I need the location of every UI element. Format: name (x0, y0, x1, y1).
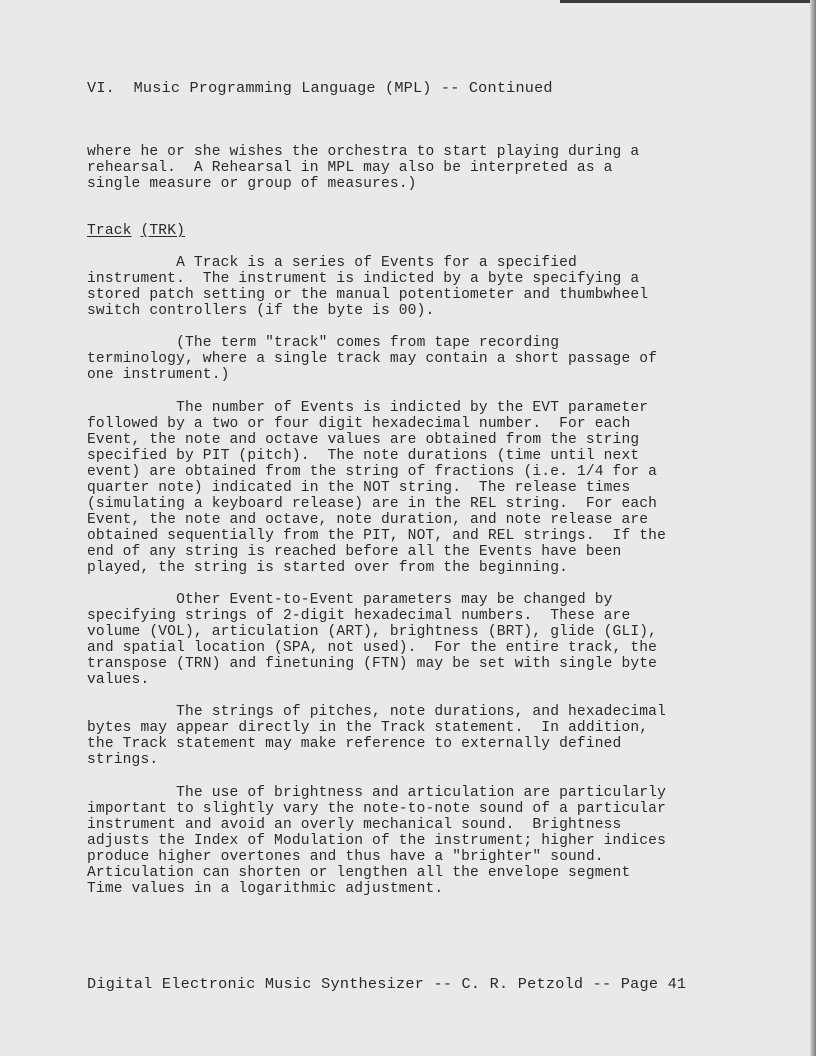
page-body (87, 144, 727, 913)
page-top-edge (560, 0, 816, 3)
section-heading-word: Track (87, 223, 132, 240)
body-paragraph: Other Event-to-Event parameters may be changed by specifying strings of 2-digit hexadecimal numbers. These are volume (VOL), articulation (ART), brightness (BRT), glide (GLI), and spatial location (SPA, not used). For the entire track, the transpose (TRN) and finetuning (FTN) may be set with single byte values. (87, 592, 658, 689)
body-paragraph: The use of brightness and articulation are particularly important to slightly vary the note-to-note sound of a particular instrument and avoid an overly mechanical sound. Brightness adjusts the Index of Modulation of the instrument; higher indices produce higher overtones and thus have a "brighter" sound. Articulation can shorten or lengthen all the envelope segment Time values in a logarithmic adjustment. (87, 784, 666, 897)
body-paragraph: (The term "track" comes from tape recording terminology, where a single track may contain a short passage of one instrument.) (87, 335, 658, 384)
page-footer: Digital Electronic Music Synthesizer -- C. R. Petzold -- Page 41 (87, 975, 687, 993)
body-paragraph: The number of Events is indicted by the EVT parameter followed by a two or four digit hexadecimal number. For each Event, the note and octave values are obtained from the string specified by PIT (pitch). The note durations (time until next event) are obtained from the string of fractions (i.e. 1/4 for a quarter note) indicated in the NOT string. The release times (simulating a keyboard release) are in the REL string. For each Event, the note and octave, note duration, and note release are obtained sequentially from the PIT, NOT, and REL strings. If the end of any string is reached before all the Events have been played, the string is started over from the beginning. (87, 399, 666, 576)
page-header: VI. Music Programming Language (MPL) -- Continued (87, 79, 553, 97)
section-heading-abbrev: (TRK) (140, 223, 186, 240)
body-paragraph: The strings of pitches, note durations, and hexadecimal bytes may appear directly in the Track statement. In addition, the Track statement may make reference to externally defined strings. (87, 704, 666, 769)
body-paragraph: A Track is a series of Events for a specified instrument. The instrument is indicted by a byte specifying a stored patch setting or the manual potentiometer and thumbwheel switch controllers (if the byte is 00). (87, 255, 649, 320)
section-heading (87, 223, 727, 239)
intro-paragraph: where he or she wishes the orchestra to start playing during a rehearsal. A Rehearsal in MPL may also be interpreted as a single measure or group of measures.) (87, 144, 640, 193)
page-right-edge (810, 0, 816, 1056)
